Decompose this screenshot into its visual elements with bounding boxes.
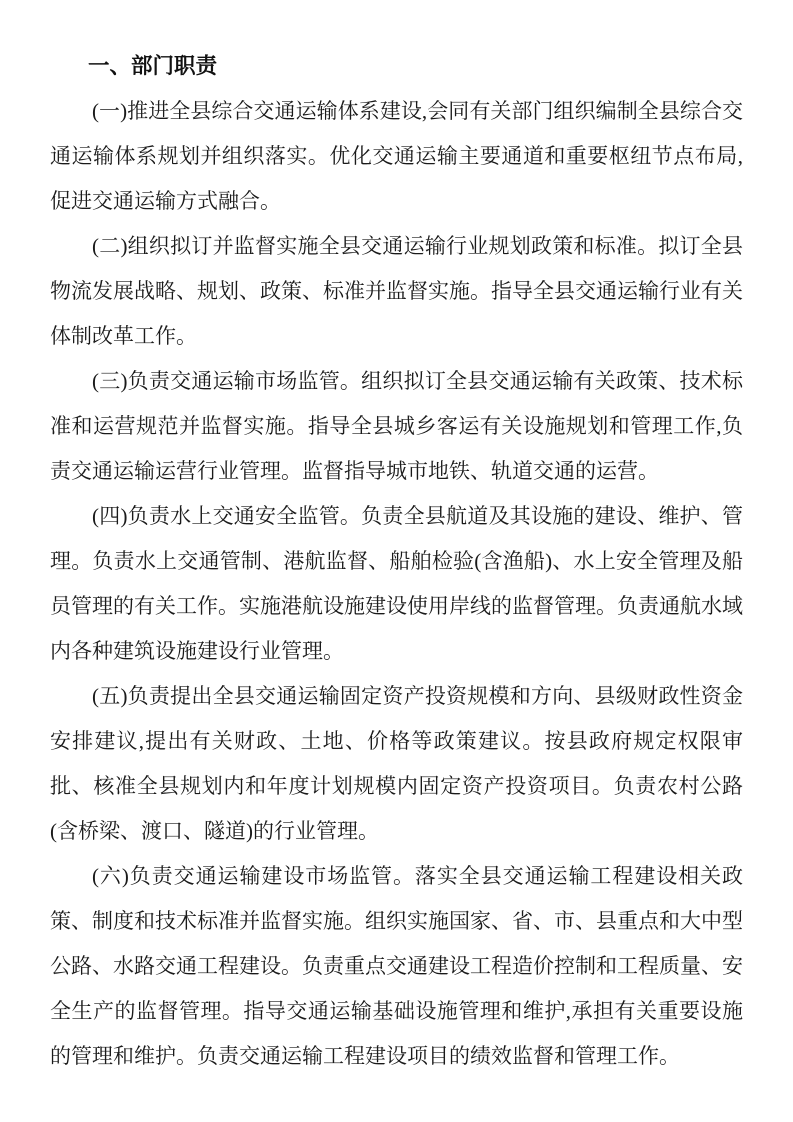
paragraph-duty-1: (一)推进全县综合交通运输体系建设,会同有关部门组织编制全县综合交通运输体系规划并组织落实。优化交通运输主要通道和重要枢纽节点布局,促进交通运输方式融合。: [50, 99, 743, 213]
paragraph-duty-6: (六)负责交通运输建设市场监管。落实全县交通运输工程建设相关政策、制度和技术标准并监督实施。组织实施国家、省、市、县重点和大中型公路、水路交通工程建设。负责重点交通建设工程造价控制和工程质量、安全生产的监督管理。指导交通运输基础设施管理和维护,承担有关重要设施的管理和维护。负责交通运输工程建设项目的绩效监督和管理工作。: [50, 864, 743, 1068]
paragraph-duty-2: (二)组织拟订并监督实施全县交通运输行业规划政策和标准。拟订全县物流发展战略、规划、政策、标准并监督实施。指导全县交通运输行业有关体制改革工作。: [50, 234, 743, 348]
paragraph-duty-3: (三)负责交通运输市场监管。组织拟订全县交通运输有关政策、技术标准和运营规范并监督实施。指导全县城乡客运有关设施规划和管理工作,负责交通运输运营行业管理。监督指导城市地铁、轨道交通的运营。: [50, 369, 743, 483]
section-heading: 一、部门职责: [88, 54, 218, 78]
paragraph-duty-4: (四)负责水上交通安全监管。负责全县航道及其设施的建设、维护、管理。负责水上交通管制、港航监督、船舶检验(含渔船)、水上安全管理及船员管理的有关工作。实施港航设施建设使用岸线的监督管理。负责通航水域内各种建筑设施建设行业管理。: [50, 504, 743, 663]
paragraph-duty-5: (五)负责提出全县交通运输固定资产投资规模和方向、县级财政性资金安排建议,提出有关财政、土地、价格等政策建议。按县政府规定权限审批、核准全县规划内和年度计划规模内固定资产投资项目。负责农村公路(含桥梁、渡口、隧道)的行业管理。: [50, 684, 743, 843]
